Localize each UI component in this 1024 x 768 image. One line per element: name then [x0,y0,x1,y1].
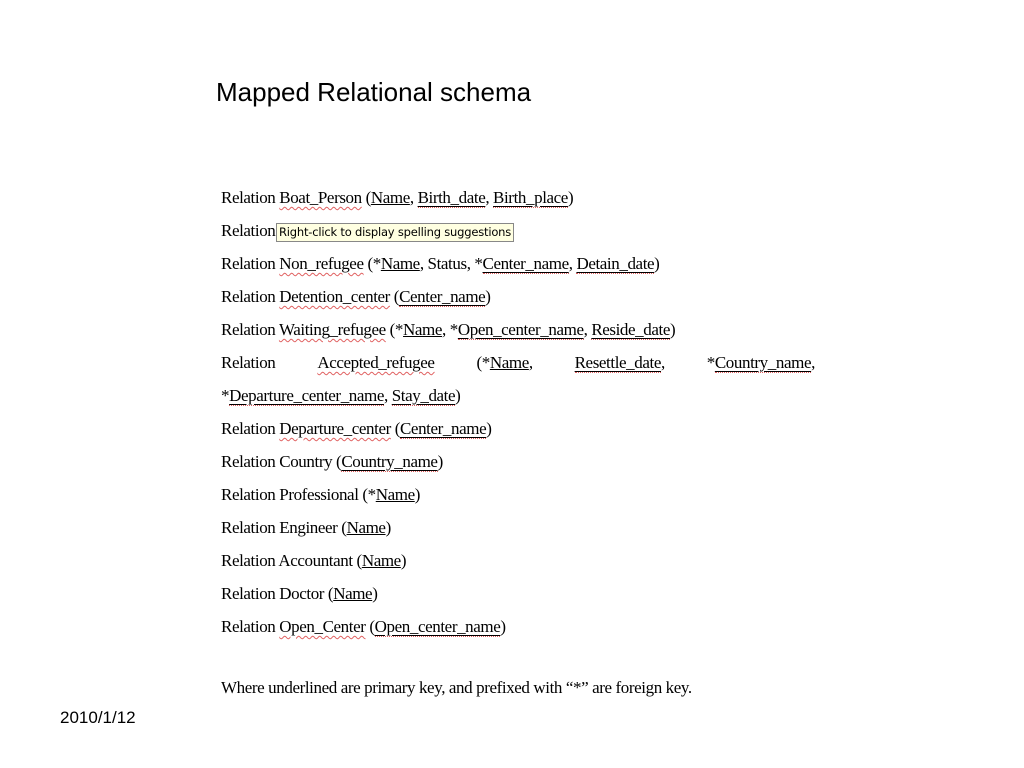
relation-keyword: Relation [221,452,276,471]
relation-line-engineer [221,514,821,547]
punct: , [384,386,392,405]
primary-key-attr: Birth_place [493,188,568,207]
primary-key-attr: Name [346,518,386,537]
relation-name: Open_Center [279,617,366,636]
punct: ( [389,287,400,306]
relation-name: Waiting_refugee [278,320,386,339]
primary-key-attr: Country_name [714,353,812,372]
punct: ( [352,551,362,570]
relation-keyword: Relation [221,353,276,372]
primary-key-attr: Name [375,485,415,504]
primary-key-attr: Resettle_date [574,353,661,372]
punct: ) [385,518,391,537]
punct: , [528,353,533,372]
relation-line-detention-center [221,283,821,316]
relation-keyword: Relation [221,287,276,306]
relation-keyword: Relation [221,221,276,240]
punct: ( [361,188,371,207]
relation-keyword: Relation [221,419,276,438]
relation-line-accepted-refugee-cont [221,382,821,415]
relation-line-open-center [221,613,821,646]
punct: ) [670,320,676,339]
primary-key-attr: Stay_date [391,386,456,405]
punct: ) [400,551,407,570]
attr-group [476,349,532,382]
relation-name: Non_refugee [279,254,364,273]
punct: (* [358,485,376,504]
punct: ) [437,452,443,471]
attr-group [707,349,815,382]
primary-key-attr: Name [403,320,443,339]
relation-line-country [221,448,821,481]
relation-keyword: Relation [221,254,276,273]
punct: ( [337,518,347,537]
punct: , * [442,320,458,339]
relation-name: Professional [279,485,359,504]
primary-key-attr: Birth_date [417,188,486,207]
punct: ) [486,419,492,438]
relation-line-accountant [221,547,821,580]
punct: , [811,353,815,372]
punct: ( [365,617,375,636]
punct: ) [654,254,660,273]
relation-name: Boat_Person [279,188,362,207]
relation-line-non-refugee [221,250,821,283]
primary-key-attr: Open_center_name [374,617,501,636]
punct: ) [485,287,491,306]
relation-name: Engineer [279,518,338,537]
attr-group [575,349,665,382]
key-legend-note: Where underlined are primary key, and prefixed with “*” are foreign key. [221,678,692,697]
primary-key-attr: Departure_center_name [229,386,385,405]
relation-name: Country [279,452,333,471]
primary-key-attr: Name [333,584,373,603]
punct: , Status, * [419,254,483,273]
primary-key-attr: Open_center_name [457,320,584,339]
punct: , [660,353,665,372]
punct: ) [414,485,420,504]
relation-keyword: Relation [221,617,276,636]
punct: * [221,386,230,405]
slide-date: 2010/1/12 [60,708,136,727]
punct: (* [363,254,381,273]
punct: ( [324,584,334,603]
relation-keyword: Relation [221,485,276,504]
punct: (* [385,320,404,339]
punct: ( [332,452,342,471]
spelling-tooltip: Right-click to display spelling suggestions [276,223,514,242]
relation-line-doctor [221,580,821,613]
relation-name: Detention_center [279,287,390,306]
punct: ) [567,188,574,207]
punct: * [706,353,715,372]
relation-line-boat-person [221,184,821,217]
primary-key-attr: Reside_date [591,320,670,339]
primary-key-attr: Detain_date [576,254,655,273]
relation-line-professional [221,481,821,514]
primary-key-attr: Name [370,188,410,207]
primary-key-attr: Country_name [341,452,438,471]
relation-line-departure-center [221,415,821,448]
primary-key-attr: Name [380,254,420,273]
relation-line-accepted-refugee [221,349,815,382]
punct: ) [372,584,378,603]
punct: ( [390,419,400,438]
relation-keyword: Relation [221,518,276,537]
relation-keyword: Relation [221,320,276,339]
primary-key-attr: Center_name [482,254,569,273]
relation-keyword: Relation [221,584,276,603]
punct: , [583,320,592,339]
punct: ) [500,617,506,636]
punct: , [568,254,577,273]
relation-name: Doctor [279,584,325,603]
primary-key-attr: Name [361,551,401,570]
primary-key-attr: Center_name [399,287,486,306]
relation-name: Accountant [278,551,353,570]
punct: , [485,188,494,207]
relation-name: Departure_center [279,419,391,438]
relation-name: Accepted_refugee [317,353,435,372]
punct: (* [476,353,490,372]
primary-key-attr: Center_name [399,419,487,438]
relation-keyword: Relation [221,188,276,207]
primary-key-attr: Name [489,353,529,372]
schema-image [221,184,821,646]
relation-line-waiting-refugee [221,316,821,349]
punct: ) [455,386,461,405]
punct: , [409,188,418,207]
relation-keyword: Relation [221,551,276,570]
slide-title: Mapped Relational schema [216,77,532,107]
